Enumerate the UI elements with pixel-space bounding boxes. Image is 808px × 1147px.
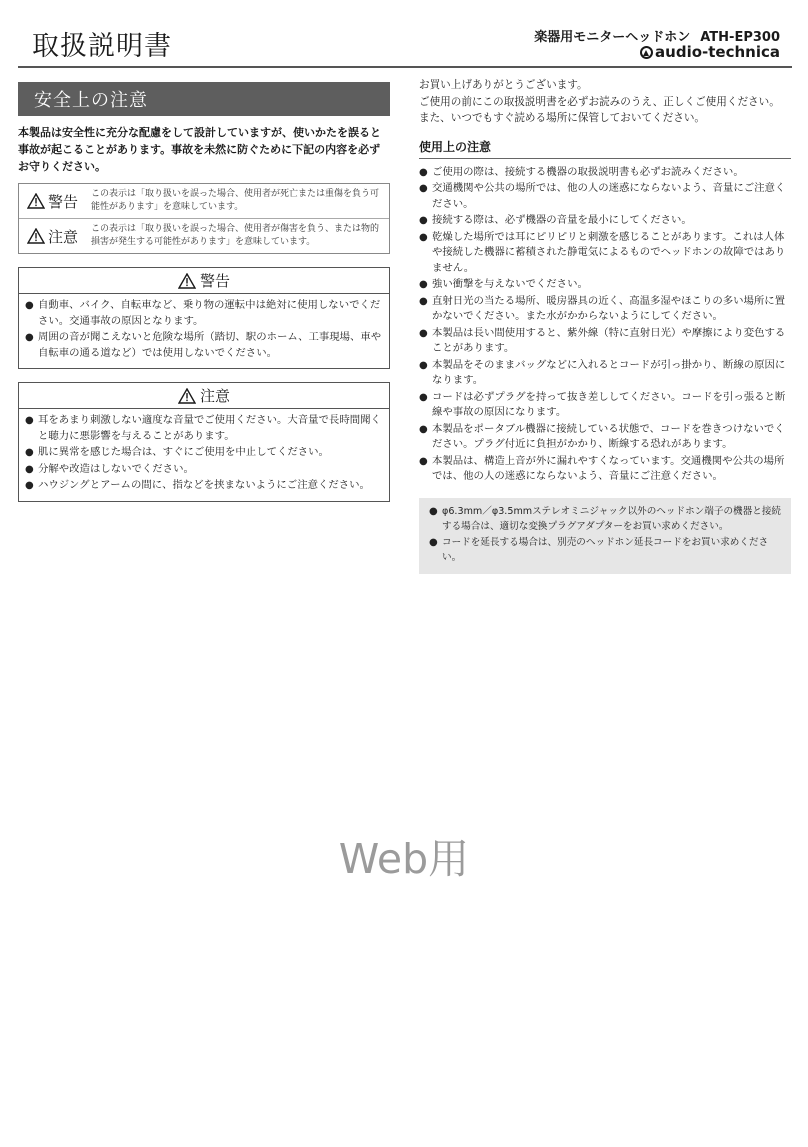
list-item: ● ご使用の際は、接続する機器の取扱説明書も必ずお読みください。 <box>419 165 791 181</box>
brand-logo <box>640 43 780 61</box>
caution-triangle-icon <box>178 388 196 404</box>
safety-intro: 本製品は安全性に充分な配慮をして設計していますが、使いかたを誤ると事故が起こることがあります。事故を未然に防ぐために下記の内容を必ずお守りください。 <box>18 126 381 173</box>
list-item: ● コードは必ずプラグを持って抜き差ししてください。コードを引っ張ると断線や事故の原因になります。 <box>419 390 791 421</box>
list-item: ● 接続する際は、必ず機器の音量を最小にしてください。 <box>419 213 791 229</box>
notes-list <box>429 504 783 565</box>
greeting-line: お買い上げありがとうございます。 <box>419 79 588 91</box>
legend-text-caution: この表示は「取り扱いを誤った場合、使用者が傷害を負う、または物的損害が発生する可能性があります」を意味しています。 <box>91 224 380 247</box>
list-item: ● 本製品は長い間使用すると、紫外線（特に直射日光）や摩擦により変色することがあります。 <box>419 326 791 357</box>
brand-mark-icon <box>640 46 653 59</box>
warning-box-header <box>19 268 389 294</box>
watermark: Web用 <box>338 835 470 883</box>
list-item: ● 強い衝撃を与えないでください。 <box>419 277 791 293</box>
list-item: ● 本製品をそのままバッグなどに入れるとコードが引っ掛かり、断線の原因になります。 <box>419 358 791 389</box>
legend-label-warning: 警告 <box>48 192 79 211</box>
list-item: ● 乾燥した場所では耳にピリピリと刺激を感じることがあります。これは人体や接続した機器に蓄積された静電気によるものでヘッドホンの故障ではありません。 <box>419 230 791 277</box>
legend-label-caution: 注意 <box>48 227 79 246</box>
legend-row-caution <box>19 218 389 253</box>
list-item: ● φ6.3mm／φ3.5mmステレオミニジャック以外のヘッドホン端子の機器と接続する場合は、適切な変換プラグアダプターをお買い求めください。 <box>429 504 783 534</box>
list-item: ● 交通機関や公共の場所では、他の人の迷惑にならないよう、音量にご注意ください。 <box>419 181 791 212</box>
model-number: ATH-EP300 <box>700 30 780 45</box>
warning-box-title: 警告 <box>199 272 230 290</box>
caution-box <box>18 382 390 502</box>
list-item: ● 直射日光の当たる場所、暖房器具の近く、高温多湿やほこりの多い場所に置かないでください。また水がかからないようにしてください。 <box>419 294 791 325</box>
product-name: 楽器用モニターヘッドホン <box>534 30 691 45</box>
usage-list <box>419 165 791 485</box>
warning-triangle-icon <box>178 273 196 289</box>
document-header <box>18 22 792 66</box>
list-item: ● 周囲の音が聞こえないと危険な場所（踏切、駅のホーム、工事現場、車や自転車の通る道など）では使用しないでください。 <box>25 330 383 361</box>
list-item: ● 肌に異常を感じた場合は、すぐにご使用を中止してください。 <box>25 445 383 461</box>
list-item: ● 分解や改造はしないでください。 <box>25 462 383 478</box>
document-title: 取扱説明書 <box>32 31 172 62</box>
list-item: ● 本製品は、構造上音が外に漏れやすくなっています。交通機関や公共の場所では、他の人の迷惑にならないよう、音量にご注意ください。 <box>419 454 791 485</box>
list-item: ● 本製品をポータブル機器に接続している状態で、コードを巻きつけないでください。プラグ付近に負担がかかり、断線する恐れがあります。 <box>419 422 791 453</box>
greeting-line: また、いつでもすぐ読める場所に保管しておいてください。 <box>419 112 706 124</box>
usage-heading: 使用上の注意 <box>419 138 791 159</box>
brand-name: audio-technica <box>655 43 780 61</box>
legend-row-warning <box>19 184 389 218</box>
caution-box-title: 注意 <box>199 387 230 405</box>
symbol-legend <box>18 183 390 254</box>
caution-box-header <box>19 383 389 409</box>
caution-list <box>19 409 389 494</box>
header-divider <box>18 66 792 68</box>
warning-triangle-icon <box>27 193 45 209</box>
safety-heading: 安全上の注意 <box>18 82 390 116</box>
notes-box <box>419 498 791 574</box>
caution-triangle-icon <box>27 228 45 244</box>
warning-list <box>19 294 389 361</box>
safety-section <box>18 82 390 502</box>
list-item: ● ハウジングとアームの間に、指などを挟まないようにご注意ください。 <box>25 478 383 494</box>
legend-text-warning: この表示は「取り扱いを誤った場合、使用者が死亡または重傷を負う可能性があります」を意味しています。 <box>91 189 380 212</box>
warning-box <box>18 267 390 369</box>
list-item: ● コードを延長する場合は、別売のヘッドホン延長コードをお買い求めください。 <box>429 535 783 565</box>
usage-section <box>419 79 791 574</box>
greeting-line: ご使用の前にこの取扱説明書を必ずお読みのうえ、正しくご使用ください。 <box>419 95 780 108</box>
list-item: ● 耳をあまり刺激しない適度な音量でご使用ください。大音量で長時間聞くと聴力に悪影響を与えることがあります。 <box>25 413 383 444</box>
greeting-text <box>419 77 791 127</box>
list-item: ● 自動車、バイク、自転車など、乗り物の運転中は絶対に使用しないでください。交通事故の原因となります。 <box>25 298 383 329</box>
